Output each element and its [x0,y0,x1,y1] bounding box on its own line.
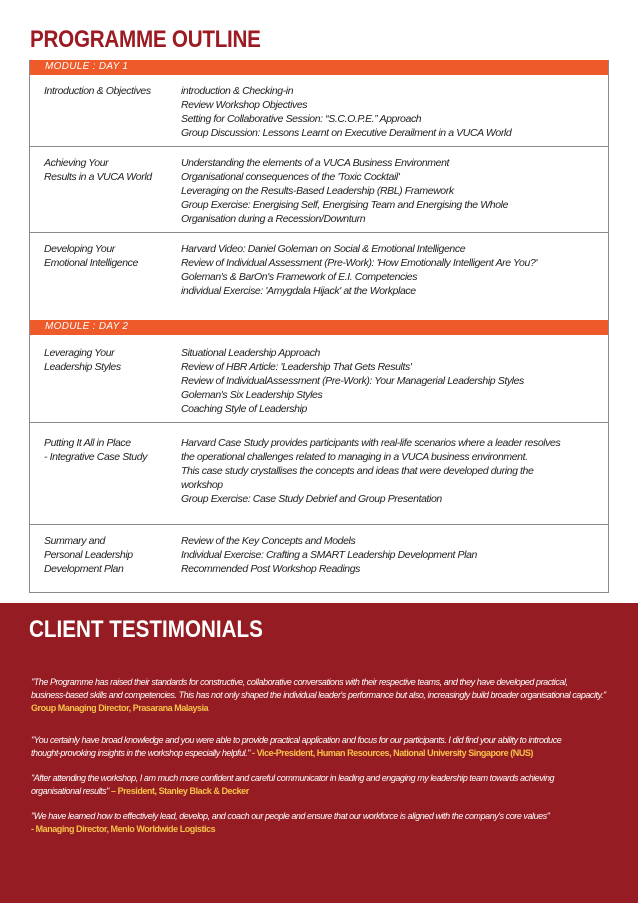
row-label: Achieving Your Results in a VUCA World [44,157,152,183]
testimonial-attribution: - Managing Director, Menlo Worldwide Logistics [31,824,216,834]
testimonial-stanley-black-decker: "After attending the workshop, I am much more confident and careful communicator in leading and engaging my leadership team towards achieving organisational results" – President, Stanley Black & Decker [31,773,555,796]
row-label: Developing Your Emotional Intelligence [44,243,138,269]
module-day-2-bar [30,320,608,335]
row-items: introduction & Checking-in Review Workshop Objectives Setting for Collaborative Session: “S.C.O.P.E.” Approach Group Discussion: Lessons Learnt on Executive Derailment in a VUCA World [181,85,512,139]
row-items: Situational Leadership Approach Review of HBR Article: 'Leadership That Gets Results' Review of IndividualAssessment (Pre-Work): Your Managerial Leadership Styles Goleman's Six Leadership Styles Coaching Style of Leadership [181,347,524,415]
row-label: Summary and Personal Leadership Development Plan [44,535,133,575]
row-items: Understanding the elements of a VUCA Business Environment Organisational consequences of the 'Toxic Cocktail' Leveraging on the Results-Based Leadership (RBL) Framework Group Exercise: Energising Self, Energising Team and Energising the Whole Organisation during a Recession/Downturn [181,157,509,225]
row-divider [30,422,608,423]
row-label: Leveraging Your Leadership Styles [44,347,121,373]
module-day-1-label: MODULE : DAY 1 [45,61,129,72]
testimonial-attribution: – President, Stanley Black & Decker [108,786,249,796]
row-items: Harvard Case Study provides participants with real-life scenarios where a leader resolves the operational challenges related to managing in a VUCA business environment. This case study crystallises the concepts and ideas that were developed during the workshop Group Exercise: Case Study Debrief and Group Presentation [181,437,561,505]
module-day-1-bar [30,60,608,75]
row-label: Putting It All in Place - Integrative Case Study [44,437,148,463]
programme-outline-table [29,60,609,593]
testimonial-nus: "You certainly have broad knowledge and you were able to provide practical application and focus for our participants. I did find your ability to introduce thought-provoking insights in the workshop especially helpful." - Vice-President, Human Resources, National University Singapore (NUS) [31,735,562,758]
client-testimonials-section [0,603,638,903]
row-items: Harvard Video: Daniel Goleman on Social & Emotional Intelligence Review of Individual Assessment (Pre-Work): 'How Emotionally Intelligent Are You?' Goleman's & BarOn's Framework of E.I. Competencies individual Exercise: 'Amygdala Hijack' at the Workplace [181,243,537,297]
testimonial-menlo: "We have learned how to effectively lead, develop, and coach our people and ensure that our workforce is aligned with the company's core values" - Managing Director, Menlo Worldwide Logistics [31,810,631,836]
client-testimonials-title: CLIENT TESTIMONIALS [29,616,263,643]
row-divider [30,146,608,147]
row-divider [30,524,608,525]
programme-outline-title: PROGRAMME OUTLINE [30,26,261,53]
testimonial-prasarana: "The Programme has raised their standards for constructive, collaborative conversations with their respective teams, and they have developed practical, business-based skills and competencies. This has not only shaped the individual leader's performance but also, increasingly build broader organisational capacity." Group Managing Director, Prasarana Malaysia [31,676,631,715]
row-items: Review of the Key Concepts and Models Individual Exercise: Crafting a SMART Leadership Development Plan Recommended Post Workshop Readings [181,535,477,575]
row-label: Introduction & Objectives [44,85,151,97]
testimonial-attribution: Group Managing Director, Prasarana Malaysia [31,703,209,713]
module-day-2-label: MODULE : DAY 2 [45,321,129,332]
testimonial-attribution: - Vice-President, Human Resources, National University Singapore (NUS) [252,748,533,758]
row-divider [30,232,608,233]
